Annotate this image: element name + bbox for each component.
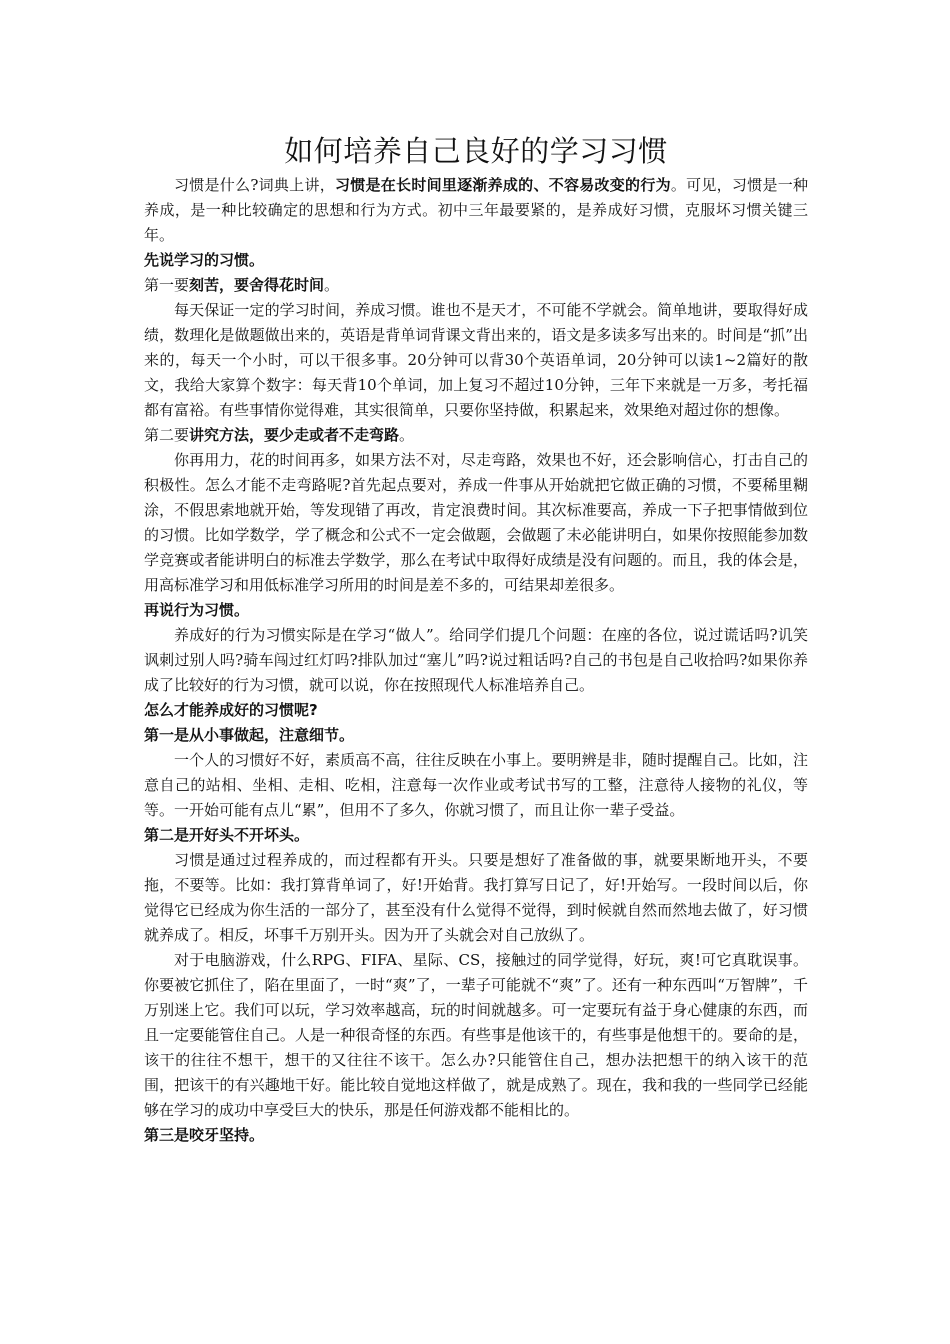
document-title: 如何培养自己良好的学习习惯 (284, 134, 668, 168)
step-one-body: 一个人的习惯好不好，素质高不高，往往反映在小事上。要明辨是非，随时提醒自己。比如，注意自己的站相、坐相、走相、吃相，注意每一次作业或考试书写的工整，注意待人接物的礼仪，等等。一开始可能有点儿“累”，但用不了多久，你就习惯了，而且让你一辈子受益。 (144, 751, 808, 819)
step-two-heading: 第二是开好头不开坏头。 (144, 826, 310, 844)
section-heading-behavior-habits: 再说行为习惯。 (144, 601, 250, 619)
point-one-bold: 刻苦，要舍得花时间 (189, 276, 325, 294)
intro-text-end: 。可见，习惯是一种养成，是一种比较确定的思想和行为方式。初中三年最要紧的，是养成好习惯，克服坏习惯关键三年。 (144, 176, 808, 244)
point-two-suffix: 。 (399, 426, 415, 444)
section-heading-how-to: 怎么才能养成好的习惯呢? (144, 701, 318, 719)
point-one-line (144, 273, 808, 298)
point-one-suffix: 。 (324, 276, 340, 294)
intro-paragraph (144, 173, 808, 248)
intro-text-start: 习惯是什么?词典上讲， (174, 176, 335, 194)
step-one-heading: 第一是从小事做起，注意细节。 (144, 726, 355, 744)
point-two-body: 你再用力，花的时间再多，如果方法不对，尽走弯路，效果也不好，还会影响信心，打击自己的积极性。怎么才能不走弯路呢?首先起点要对，养成一件事从开始就把它做正确的习惯，不要稀里糊涂，不假思索地就开始，等发现错了再改，肯定浪费时间。其次标准要高，养成一下子把事情做到位的习惯。比如学数学，学了概念和公式不一定会做题，会做题了未必能讲明白，如果你按照能参加数学竞赛或者能讲明白的标准去学数学，那么在考试中取得好成绩是没有问题的。而且，我的体会是，用高标准学习和用低标准学习所用的时间是差不多的，可结果却差很多。 (144, 451, 808, 594)
document-body (144, 131, 808, 1148)
point-one-body: 每天保证一定的学习时间，养成习惯。谁也不是天才，不可能不学就会。简单地讲，要取得好成绩，数理化是做题做出来的，英语是背单词背课文背出来的，语文是多读多写出来的。时间是“抓”出来的，每天一个小时，可以干很多事。20分钟可以背30个英语单词，20分钟可以读1~2篇好的散文，我给大家算个数字：每天背10个单词，加上复习不超过10分钟，三年下来就是一万多，考托福都有富裕。有些事情你觉得难，其实很简单，只要你坚持做，积累起来，效果绝对超过你的想像。 (144, 301, 808, 419)
behavior-habits-body: 养成好的行为习惯实际是在学习“做人”。给同学们提几个问题：在座的各位，说过谎话吗?讥笑讽刺过别人吗?骑车闯过红灯吗?排队加过“塞儿”吗?说过粗话吗?自己的书包是自己收拾吗?如果你养成了比较好的行为习惯，就可以说，你在按照现代人标准培养自己。 (144, 626, 808, 694)
point-two-bold: 讲究方法，要少走或者不走弯路 (189, 426, 400, 444)
point-two-line (144, 423, 808, 448)
point-one-prefix: 第一要 (144, 276, 190, 294)
step-two-body-first: 习惯是通过过程养成的，而过程都有开头。只要是想好了准备做的事，就要果断地开头，不要拖，不要等。比如：我打算背单词了，好!开始背。我打算写日记了，好!开始写。一段时间以后，你觉得它已经成为你生活的一部分了，甚至没有什么觉得不觉得，到时候就自然而然地去做了，好习惯就养成了。相反，坏事千万别开头。因为开了头就会对自己放纵了。 (144, 851, 808, 944)
point-two-prefix: 第二要 (144, 426, 190, 444)
step-three-heading: 第三是咬牙坚持。 (144, 1126, 265, 1144)
section-heading-study-habits: 先说学习的习惯。 (144, 251, 265, 269)
intro-bold-definition: 习惯是在长时间里逐渐养成的、不容易改变的行为 (334, 176, 671, 194)
step-two-body-second: 对于电脑游戏，什么RPG、FIFA、星际、CS，接触过的同学觉得，好玩，爽!可它真耽误事。你要被它抓住了，陷在里面了，一时“爽”了，一辈子可能就不“爽”了。还有一种东西叫“万智牌”，千万别迷上它。我们可以玩，学习效率越高，玩的时间就越多。可一定要玩有益于身心健康的东西，而且一定要能管住自己。人是一种很奇怪的东西。有些事是他该干的，有些事是他想干的。要命的是，该干的往往不想干，想干的又往往不该干。怎么办?只能管住自己，想办法把想干的纳入该干的范围，把该干的有兴趣地干好。能比较自觉地这样做了，就是成熟了。现在，我和我的一些同学已经能够在学习的成功中享受巨大的快乐，那是任何游戏都不能相比的。 (144, 951, 808, 1119)
